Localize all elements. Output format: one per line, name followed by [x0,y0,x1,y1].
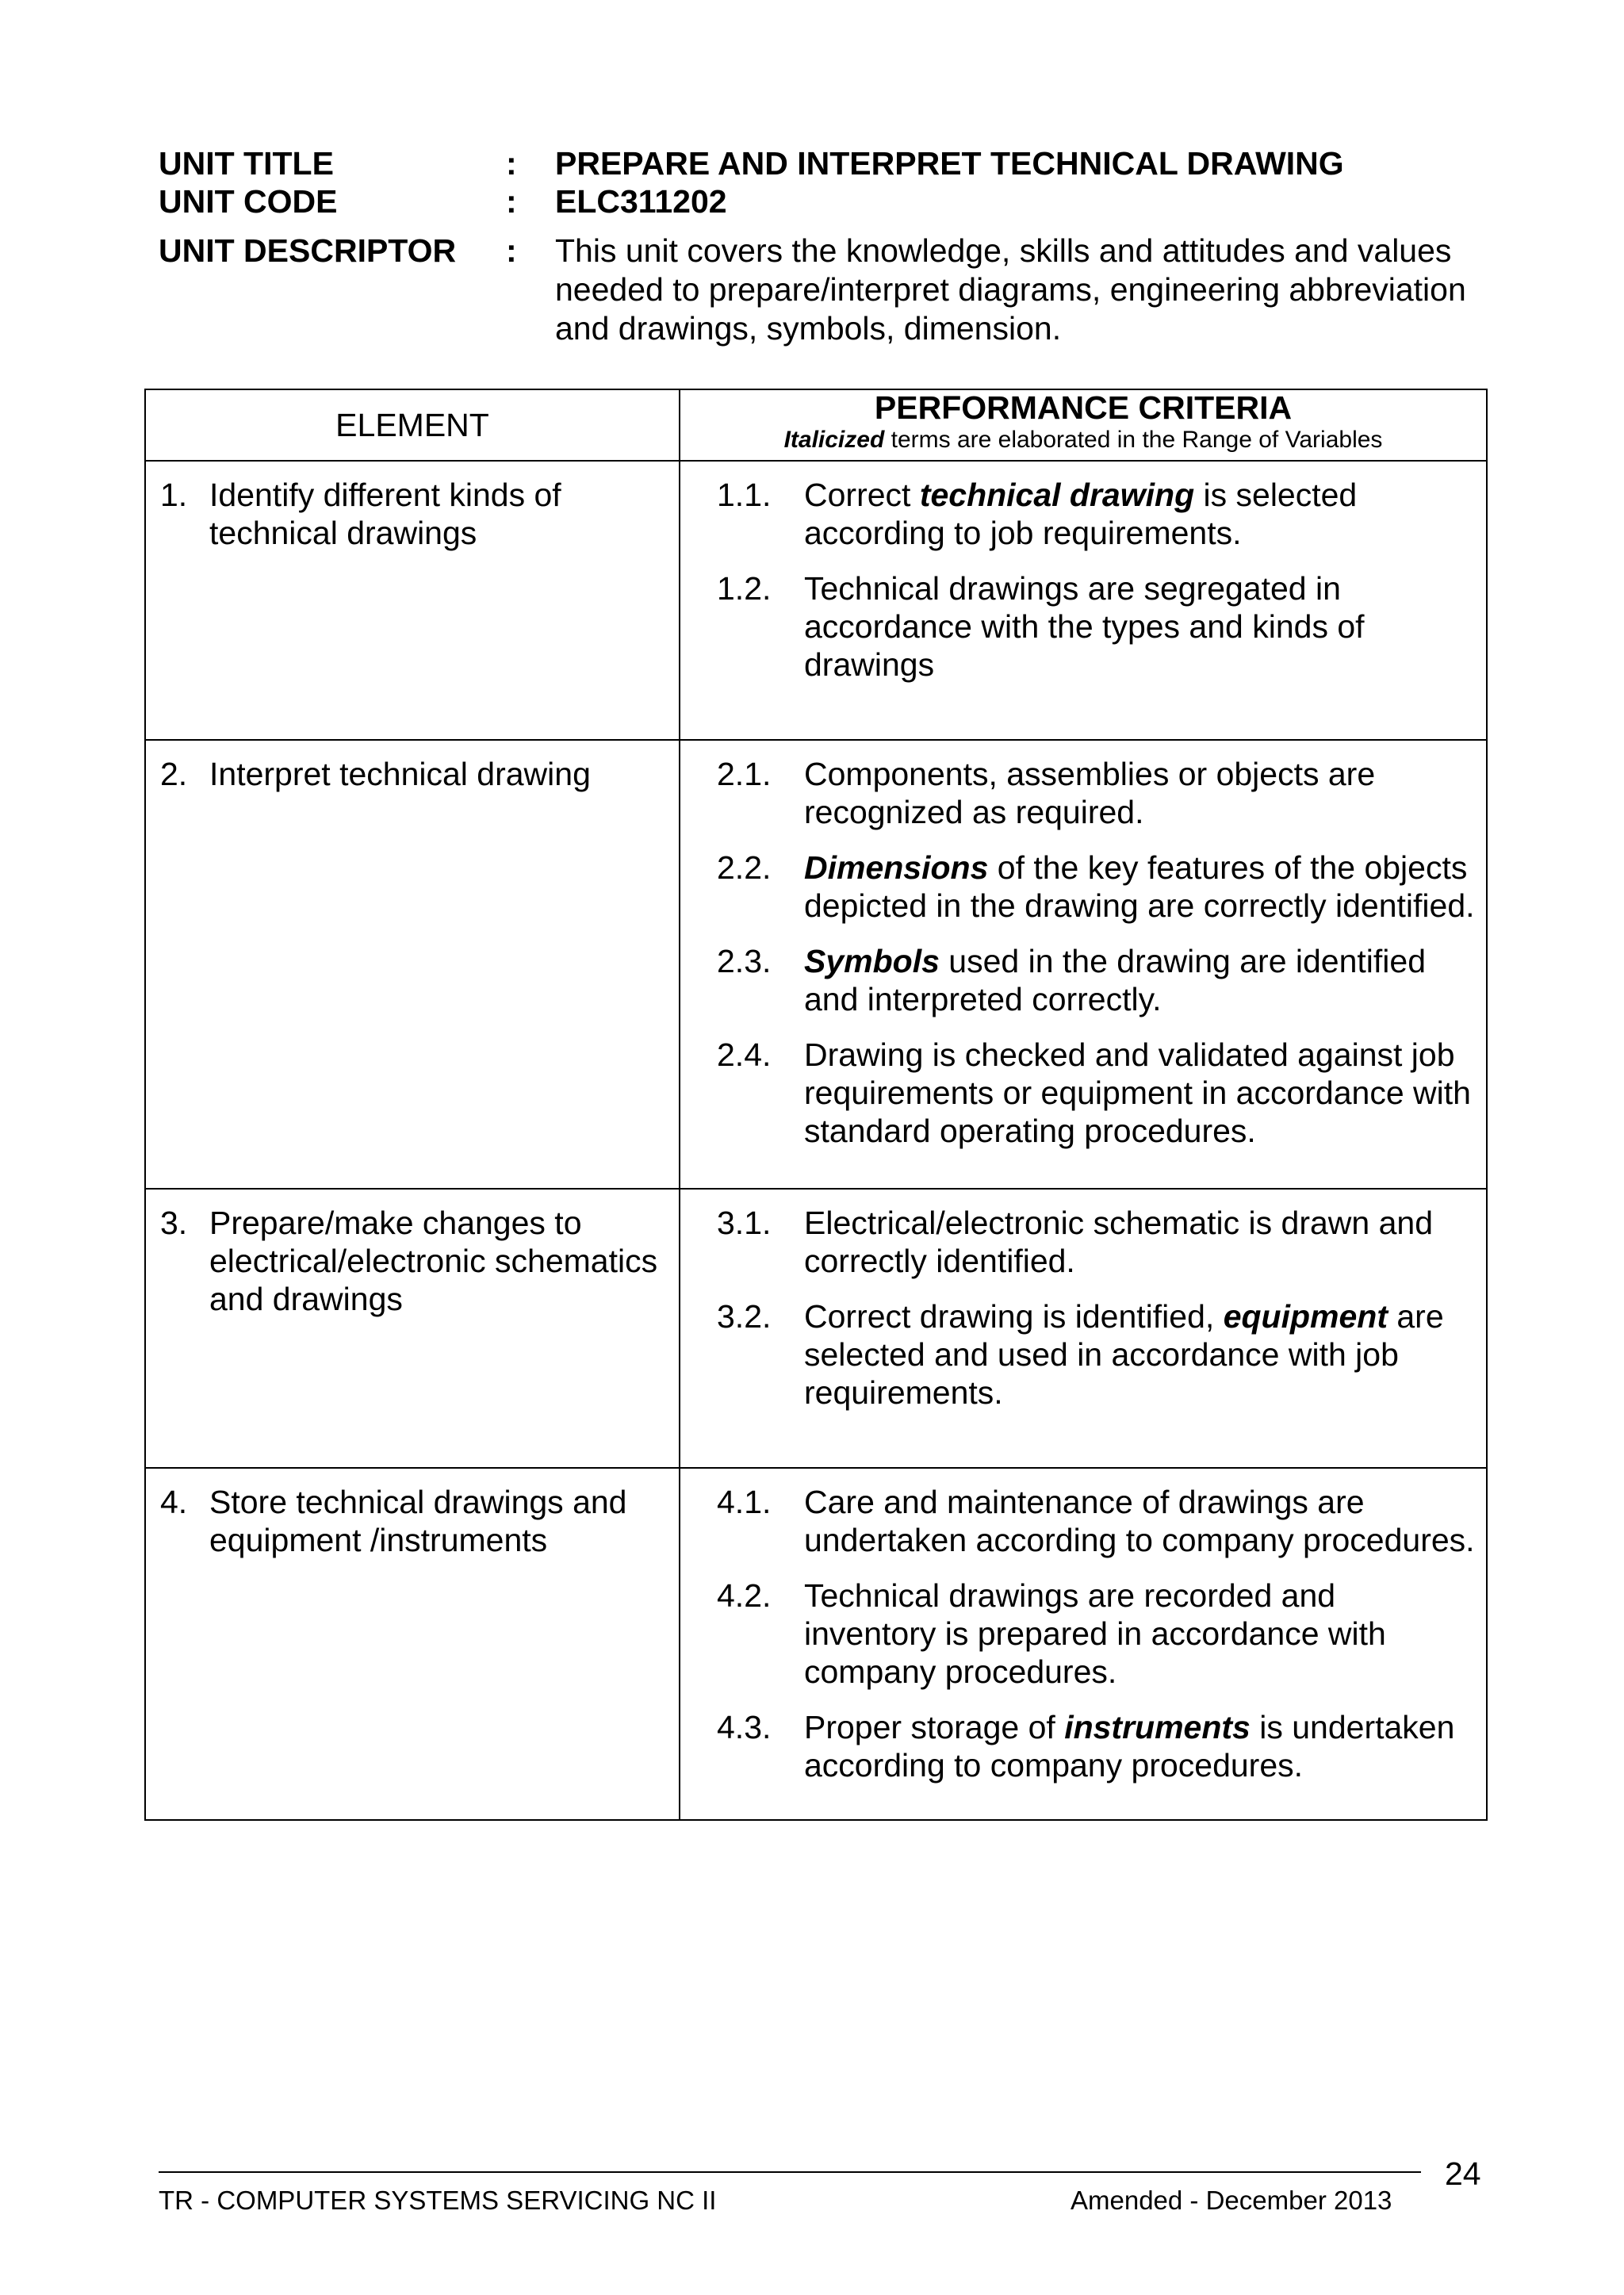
table-row [145,740,1487,1189]
criterion-number: 1.2. [717,570,772,607]
criterion-text [804,569,1475,684]
unit-code-label: UNIT CODE [159,183,338,220]
element-number: 3. [160,1205,188,1241]
criteria-cell [680,740,1487,1189]
criterion-number: 2.1. [717,756,772,792]
criterion-text-pre: Correct drawing is identified, [804,1298,1224,1335]
criterion-text [804,1036,1475,1150]
table-row [145,1468,1487,1820]
criterion-text-post: of the key features of the objects depicted in the drawing are correctly identified. [804,849,1475,924]
criterion-text-post: is selected according to job requirements. [804,477,1358,551]
unit-title-label: UNIT TITLE [159,145,334,182]
criterion-item [717,942,1475,1018]
element-cell [145,740,680,1189]
criterion-number: 3.1. [717,1205,772,1241]
element-text: Interpret technical drawing [209,756,591,792]
page-number: 24 [1445,2155,1481,2192]
criterion-term: Dimensions [804,849,989,886]
criterion-text [804,849,1475,925]
element-number: 4. [160,1484,188,1520]
element-cell [145,1468,680,1820]
note-text: terms are elaborated in the Range of Variables [884,427,1383,453]
criterion-number: 2.4. [717,1036,772,1073]
unit-descriptor-label: UNIT DESCRIPTOR [159,232,457,269]
element-cell [145,1189,680,1468]
criterion-text-pre: Components, assemblies or objects are recognized as required. [804,756,1376,830]
criterion-text [804,1483,1475,1559]
criterion-text-pre: Technical drawings are recorded and inventory is prepared in accordance with company procedures. [804,1577,1386,1690]
footer-divider [159,2171,1421,2173]
criterion-text [804,942,1475,1018]
element-number: 1. [160,477,188,513]
criterion-number: 2.3. [717,943,772,979]
criterion-term: Symbols [804,943,940,979]
criteria-cell [680,1189,1487,1468]
competency-table [144,389,1488,1821]
footer-document-title: TR - COMPUTER SYSTEMS SERVICING NC II [159,2186,717,2215]
criterion-number: 4.1. [717,1484,772,1520]
element-cell [145,461,680,740]
criterion-item [717,569,1475,684]
criterion-text-pre: Correct [804,477,920,513]
table-row [145,461,1487,740]
element-text: Identify different kinds of technical drawings [209,477,561,551]
table-header-row [145,389,1487,461]
criterion-text [804,1708,1475,1784]
criterion-text-post: are selected and used in accordance with job requirements. [804,1298,1444,1411]
criterion-item [717,1577,1475,1691]
performance-criteria-title: PERFORMANCE CRITERIA [874,389,1293,426]
criteria-cell [680,1468,1487,1820]
criterion-number: 2.2. [717,849,772,886]
criterion-text [804,1577,1475,1691]
criterion-term: technical drawing [919,477,1195,513]
colon: : [506,145,517,182]
table-row [145,1189,1487,1468]
criterion-number: 4.2. [717,1577,772,1614]
criterion-text-pre: Drawing is checked and validated against job requirements or equipment in accordance with standard operating procedures. [804,1036,1471,1149]
performance-criteria-column-header [680,389,1487,461]
criterion-item [717,849,1475,925]
criterion-text-pre: Electrical/electronic schematic is drawn and correctly identified. [804,1205,1433,1279]
criteria-cell [680,461,1487,740]
criterion-text [804,1297,1475,1412]
footer-amended-date: Amended - December 2013 [1071,2186,1392,2215]
element-text: Store technical drawings and equipment /instruments [209,1484,627,1558]
element-text: Prepare/make changes to electrical/electronic schematics and drawings [209,1205,658,1317]
criterion-term: instruments [1064,1709,1251,1745]
criterion-text-pre: Care and maintenance of drawings are undertaken according to company procedures. [804,1484,1475,1558]
criterion-text-post: is undertaken according to company procedures. [804,1709,1455,1784]
criterion-text [804,755,1475,831]
criterion-item [717,1204,1475,1280]
criterion-number: 4.3. [717,1709,772,1745]
criterion-number: 3.2. [717,1298,772,1335]
colon: : [506,183,517,220]
criterion-item [717,755,1475,831]
performance-criteria-note [680,425,1486,455]
criterion-text-post: used in the drawing are identified and interpreted correctly. [804,943,1427,1017]
colon: : [506,232,517,269]
criterion-item [717,476,1475,552]
criterion-item [717,1297,1475,1412]
criterion-text-pre: Technical drawings are segregated in accordance with the types and kinds of drawings [804,570,1365,683]
unit-code-value: ELC311202 [555,183,727,220]
unit-descriptor-value: This unit covers the knowledge, skills and attitudes and values needed to prepare/interpret diagrams, engineering abbreviation and drawings, symbols, dimension. [555,232,1466,347]
unit-title-value: PREPARE AND INTERPRET TECHNICAL DRAWING [555,145,1344,182]
criterion-text [804,1204,1475,1280]
italicized-word: Italicized [783,427,885,453]
element-number: 2. [160,756,188,792]
criterion-text-pre: Proper storage of [804,1709,1065,1745]
criterion-term: equipment [1223,1298,1388,1335]
criterion-item [717,1483,1475,1559]
criterion-number: 1.1. [717,477,772,513]
criterion-item [717,1036,1475,1150]
element-column-header: ELEMENT [145,389,680,461]
criterion-text [804,476,1475,552]
criterion-item [717,1708,1475,1784]
